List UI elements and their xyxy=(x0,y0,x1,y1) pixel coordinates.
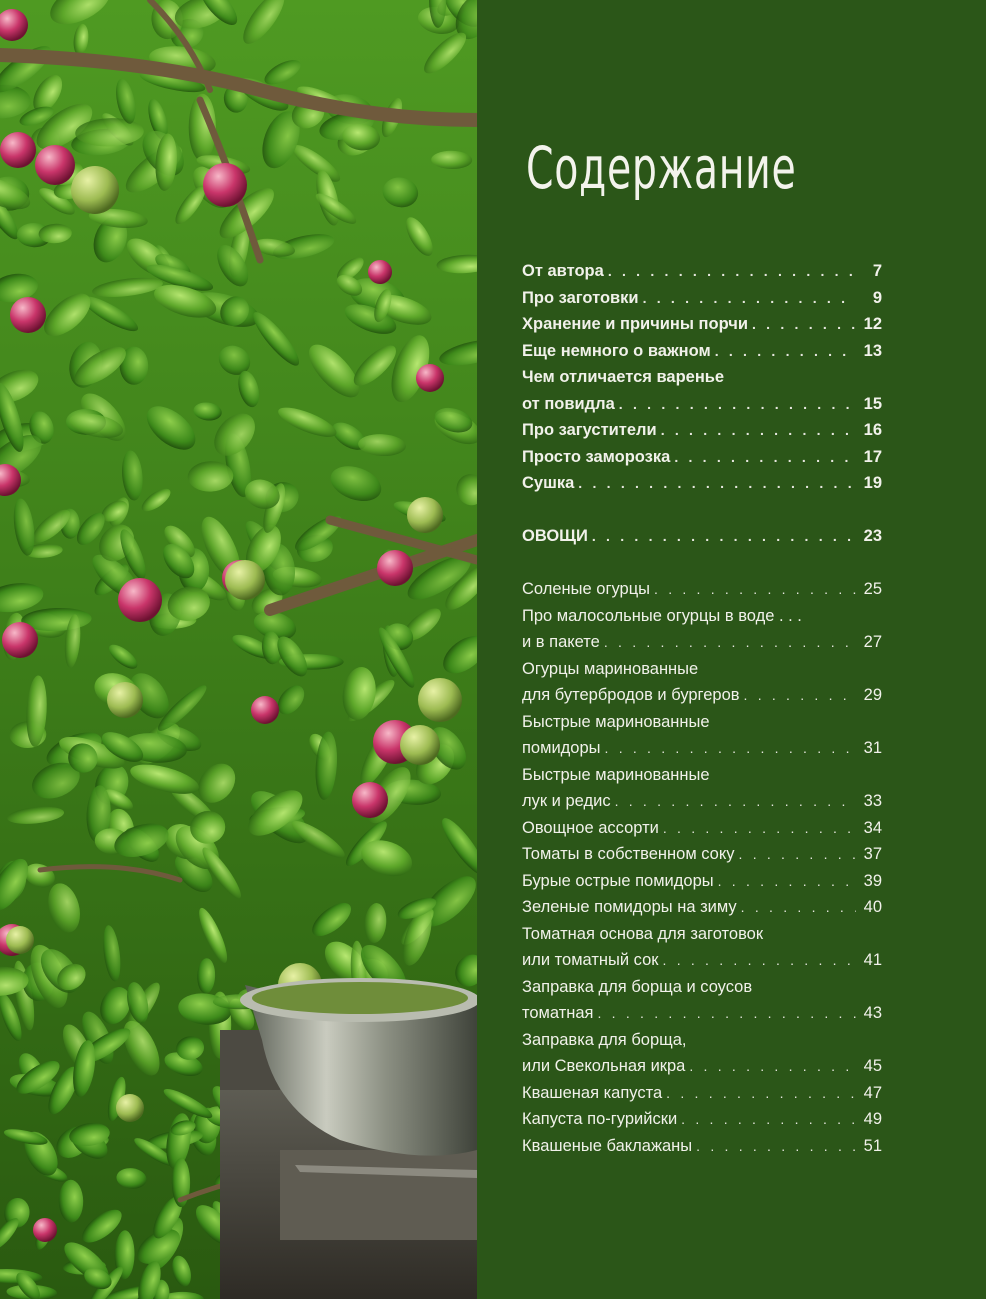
toc-leader-dots xyxy=(696,1133,856,1160)
toc-page-number: 31 xyxy=(863,739,882,757)
toc-leader-dots xyxy=(715,338,856,365)
toc-leader-dots xyxy=(718,868,856,895)
toc-leader-dots xyxy=(598,1000,857,1027)
toc-entry-title: Квашеные баклажаны xyxy=(522,1136,693,1155)
toc-leader-dots xyxy=(663,815,856,842)
apple xyxy=(33,1218,57,1242)
toc-entry-title: Томаты в собственном соку xyxy=(522,845,735,863)
apple xyxy=(35,145,75,185)
toc-leader-dots xyxy=(615,788,856,815)
toc-entry-title: Чем отличается варенье xyxy=(522,368,725,386)
toc-entry xyxy=(522,709,882,736)
toc-leader-dots xyxy=(643,285,856,312)
toc-page-number: 7 xyxy=(872,262,882,280)
apple xyxy=(368,260,392,284)
toc-leader-dots xyxy=(619,391,856,418)
toc-entry xyxy=(522,364,882,391)
toc-entry-title: Капуста по-гурийски xyxy=(522,1110,678,1128)
toc-panel xyxy=(477,0,986,1299)
apple xyxy=(400,725,440,765)
toc-page-number: 9 xyxy=(872,288,882,307)
toc-leader-dots xyxy=(592,523,856,550)
toc-entry xyxy=(522,841,882,868)
toc-leader-dots xyxy=(604,629,856,656)
toc-entry xyxy=(522,444,882,471)
toc-entry-title: Просто заморозка xyxy=(522,447,671,466)
toc-page-number: 39 xyxy=(863,871,882,890)
toc-spacer xyxy=(522,550,882,577)
toc-entry-title: Про заготовки xyxy=(522,288,639,307)
toc-entry xyxy=(522,762,882,789)
toc-leader-dots xyxy=(674,444,856,471)
toc-entry xyxy=(522,576,882,603)
apple xyxy=(251,696,279,724)
toc-page-number: 15 xyxy=(863,394,882,413)
toc-entry xyxy=(522,1133,882,1160)
toc-leader-dots xyxy=(654,576,856,603)
apple xyxy=(225,560,265,600)
toc-page-number: 34 xyxy=(863,818,882,837)
apple xyxy=(6,926,34,954)
toc-page-number: 27 xyxy=(863,633,882,651)
apple xyxy=(352,782,388,818)
toc-leader-dots xyxy=(661,417,856,444)
toc-entry-title: или Свекольная икра xyxy=(522,1057,686,1075)
apple xyxy=(10,297,46,333)
toc-entry-title: Квашеная капуста xyxy=(522,1083,663,1102)
toc-page-number: 47 xyxy=(863,1083,882,1102)
toc-entry xyxy=(522,1106,882,1133)
toc-entry-title: Быстрые маринованные xyxy=(522,712,710,731)
toc-page-number: 17 xyxy=(863,447,882,466)
apple xyxy=(203,163,247,207)
toc-entry xyxy=(522,603,882,630)
toc-entry xyxy=(522,788,882,815)
toc-entry xyxy=(522,1053,882,1080)
toc-entry xyxy=(522,1027,882,1054)
toc-entry-title: помидоры xyxy=(522,739,601,757)
toc-page-number: 12 xyxy=(863,315,882,333)
toc-entry-title: и в пакете xyxy=(522,633,600,651)
toc-leader-dots xyxy=(578,470,856,497)
toc-entry-title: Хранение и причины порчи xyxy=(522,315,748,333)
toc-page-number: 51 xyxy=(863,1136,882,1155)
toc-entry-title: Заправка для борща и соусов xyxy=(522,977,753,996)
toc-page-number: 13 xyxy=(863,341,882,360)
toc-leader-dots xyxy=(605,735,856,762)
toc-entry xyxy=(522,656,882,683)
toc-entry xyxy=(522,815,882,842)
toc-entry-title: От автора xyxy=(522,262,604,280)
toc-page-number: 33 xyxy=(863,792,882,810)
toc-leader-dots xyxy=(741,894,856,921)
apple xyxy=(116,1094,144,1122)
toc-entry xyxy=(522,629,882,656)
toc-entry-title: Зеленые помидоры на зиму xyxy=(522,898,737,916)
apple xyxy=(2,622,38,658)
toc-page-number: 16 xyxy=(863,421,882,439)
toc-entry xyxy=(522,735,882,762)
toc-leader-dots xyxy=(689,1053,856,1080)
apple xyxy=(0,132,36,168)
toc-page-number: 49 xyxy=(863,1110,882,1128)
toc-entry-title: Огурцы маринованные xyxy=(522,659,699,678)
toc-entry-title: Овощное ассорти xyxy=(522,818,659,837)
apple xyxy=(407,497,443,533)
toc-entry xyxy=(522,1000,882,1027)
toc-entry xyxy=(522,391,882,418)
toc-page-number: 40 xyxy=(863,898,882,916)
toc-leader-dots xyxy=(752,311,856,338)
toc-entry xyxy=(522,417,882,444)
toc-page-number: 25 xyxy=(863,580,882,598)
table-of-contents xyxy=(522,258,882,1159)
toc-entry-title: от повидла xyxy=(522,394,615,413)
toc-leader-dots xyxy=(744,682,856,709)
toc-entry xyxy=(522,258,882,285)
toc-entry xyxy=(522,285,882,312)
toc-leader-dots xyxy=(608,258,856,285)
toc-page-number: 29 xyxy=(863,686,882,704)
toc-entry-title: Про малосольные огурцы в воде . . . xyxy=(522,606,802,625)
toc-entry-title: для бутербродов и бургеров xyxy=(522,686,740,704)
toc-entry xyxy=(522,947,882,974)
toc-entry xyxy=(522,921,882,948)
apple xyxy=(416,364,444,392)
apple xyxy=(377,550,413,586)
apple xyxy=(118,578,162,622)
toc-entry xyxy=(522,682,882,709)
toc-page-number: 23 xyxy=(863,527,882,545)
toc-entry-title: Про загустители xyxy=(522,421,657,439)
toc-entry-title: лук и редис xyxy=(522,792,611,810)
toc-entry-title: Еще немного о важном xyxy=(522,341,711,360)
toc-leader-dots xyxy=(739,841,856,868)
toc-entry-title: Заправка для борща, xyxy=(522,1030,687,1049)
apple-tree-photo xyxy=(0,0,477,1299)
toc-page-number: 45 xyxy=(863,1057,882,1075)
toc-entry-title: или томатный сок xyxy=(522,951,659,969)
toc-entry xyxy=(522,894,882,921)
page-title: Содержание xyxy=(526,134,797,202)
toc-leader-dots xyxy=(663,947,856,974)
toc-entry xyxy=(522,1080,882,1107)
toc-entry-title: Сушка xyxy=(522,474,575,492)
apple xyxy=(418,678,462,722)
toc-leader-dots xyxy=(681,1106,856,1133)
toc-leader-dots xyxy=(666,1080,856,1107)
toc-spacer xyxy=(522,497,882,524)
toc-entry-title: Быстрые маринованные xyxy=(522,765,710,784)
toc-entry-title: ОВОЩИ xyxy=(522,527,588,545)
toc-entry-title: томатная xyxy=(522,1004,594,1022)
toc-page-number: 19 xyxy=(863,474,882,492)
toc-entry-title: Бурые острые помидоры xyxy=(522,871,714,890)
toc-entry xyxy=(522,868,882,895)
toc-page-number: 43 xyxy=(863,1004,882,1022)
toc-entry-title: Томатная основа для заготовок xyxy=(522,924,764,943)
toc-entry xyxy=(522,470,882,497)
toc-entry xyxy=(522,311,882,338)
toc-page-number: 37 xyxy=(863,845,882,863)
apple xyxy=(71,166,119,214)
apple xyxy=(107,682,143,718)
toc-entry xyxy=(522,338,882,365)
toc-entry-title: Соленые огурцы xyxy=(522,580,651,598)
toc-entry xyxy=(522,523,882,550)
toc-entry xyxy=(522,974,882,1001)
toc-page-number: 41 xyxy=(863,951,882,969)
